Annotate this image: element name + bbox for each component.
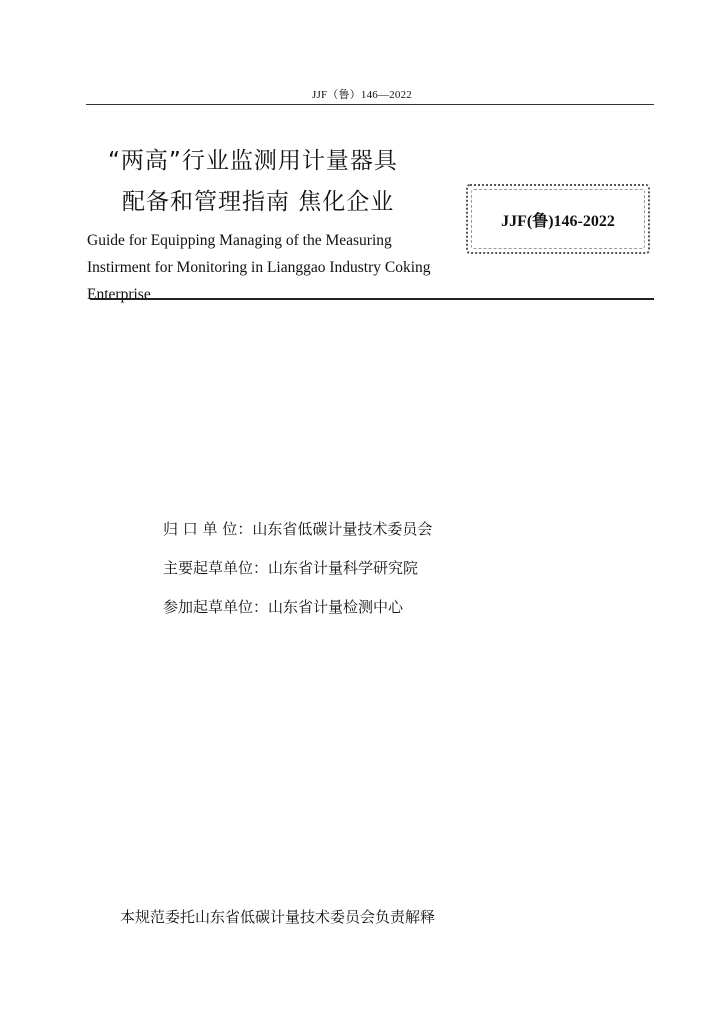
unit-label: 参加起草单位	[163, 598, 254, 616]
responsible-unit-row	[163, 518, 432, 539]
running-head: JJF（鲁）146—2022	[312, 89, 412, 101]
unit-colon: ：	[253, 559, 269, 577]
title-rule	[90, 298, 654, 300]
participating-unit-row	[163, 596, 403, 617]
standard-code-box	[466, 184, 650, 254]
unit-label: 主要起草单位	[163, 559, 254, 577]
unit-colon: ：	[237, 520, 253, 538]
unit-colon: ：	[253, 598, 269, 616]
standard-code: JJF(鲁)146-2022	[501, 212, 615, 230]
main-drafting-unit-row	[163, 557, 418, 578]
unit-value: 山东省低碳计量技术委员会	[252, 520, 433, 538]
title-en: Guide for Equipping Managing of the Measuring Instirment for Monitoring in Lianggao Industry Coking Enterprise	[87, 232, 431, 303]
unit-value: 山东省计量检测中心	[268, 598, 404, 616]
interpretation-note: 本规范委托山东省低碳计量技术委员会负责解释	[120, 908, 436, 926]
title-cn-line2: 配备和管理指南 焦化企业	[122, 189, 395, 215]
unit-value: 山东省计量科学研究院	[268, 559, 419, 577]
unit-label: 归 口 单 位	[163, 520, 238, 538]
header-rule	[86, 104, 654, 105]
title-cn-line1: “两高”行业监测用计量器具	[108, 148, 398, 174]
